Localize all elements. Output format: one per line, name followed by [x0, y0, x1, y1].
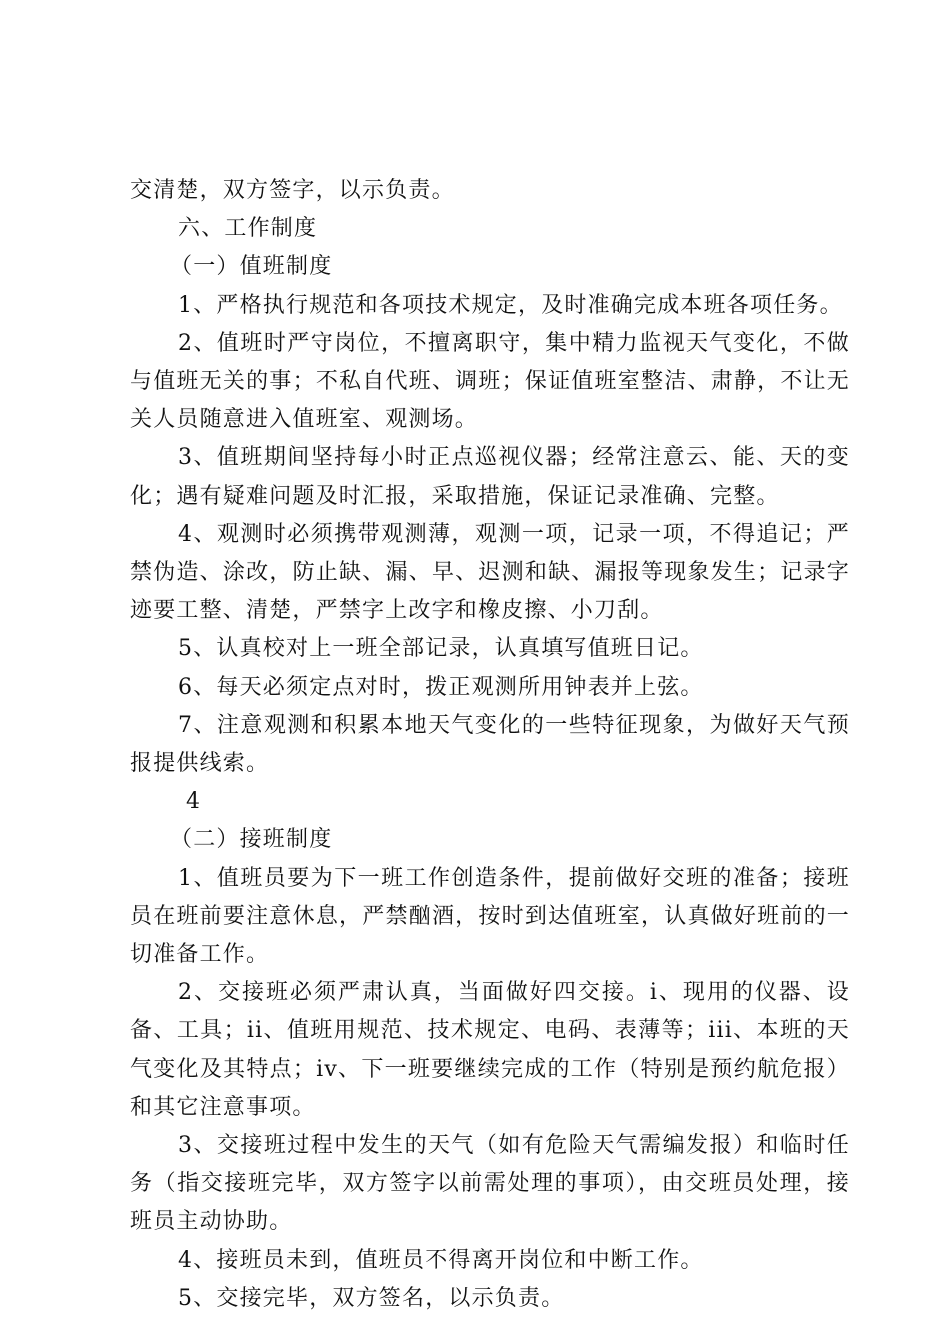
duty-rule-2: 2、值班时严守岗位，不擅离职守，集中精力监视天气变化，不做与值班无关的事；不私自代班、调班；保证值班室整洁、肃静，不让无关人员随意进入值班室、观测场。: [130, 330, 850, 433]
duty-rule-3: 3、值班期间坚持每小时正点巡视仪器；经常注意云、能、天的变化；遇有疑难问题及时汇报，采取措施，保证记录准确、完整。: [130, 445, 850, 509]
duty-rule-1: 1、严格执行规范和各项技术规定，及时准确完成本班各项任务。: [178, 292, 843, 318]
duty-rule-6: 6、每天必须定点对时，拨正观测所用钟表并上弦。: [178, 674, 704, 700]
handover-rule-2: 2、交接班必须严肃认真，当面做好四交接。i、现用的仪器、设备、工具；ii、值班用规范、技术规定、电码、表薄等；iii、本班的天气变化及其特点；iv、下一班要继续完成的工作（特别是预约航危报）和其它注意事项。: [130, 980, 850, 1120]
subsection-heading-duty-system: （一）值班制度: [170, 254, 333, 280]
subsection-heading-handover-system: （二）接班制度: [170, 827, 333, 853]
paragraph-continuation: 交清楚，双方签字，以示负责。: [130, 178, 455, 203]
handover-rule-1: 1、值班员要为下一班工作创造条件，提前做好交班的准备；接班员在班前要注意休息，严禁酗酒，按时到达值班室，认真做好班前的一切准备工作。: [130, 865, 850, 968]
document-body: [130, 172, 850, 1318]
duty-rule-7: 7、注意观测和积累本地天气变化的一些特征现象，为做好天气预报提供线索。: [130, 712, 850, 777]
page-number: 4: [186, 789, 200, 815]
handover-rule-3: 3、交接班过程中发生的天气（如有危险天气需编发报）和临时任务（指交接班完毕，双方签字以前需处理的事项），由交班员处理，接班员主动协助。: [130, 1133, 850, 1235]
section-heading-work-system: 六、工作制度: [178, 216, 318, 242]
duty-rule-4: 4、观测时必须携带观测薄，观测一项，记录一项，不得追记；严禁伪造、涂改，防止缺、漏、早、迟测和缺、漏报等现象发生；记录字迹要工整、清楚，严禁字上改字和橡皮擦、小刀刮。: [130, 521, 850, 624]
handover-rule-5: 5、交接完毕，双方签名，以示负责。: [178, 1285, 565, 1311]
duty-rule-5: 5、认真校对上一班全部记录，认真填写值班日记。: [178, 636, 704, 662]
handover-rule-4: 4、接班员未到，值班员不得离开岗位和中断工作。: [178, 1247, 704, 1273]
